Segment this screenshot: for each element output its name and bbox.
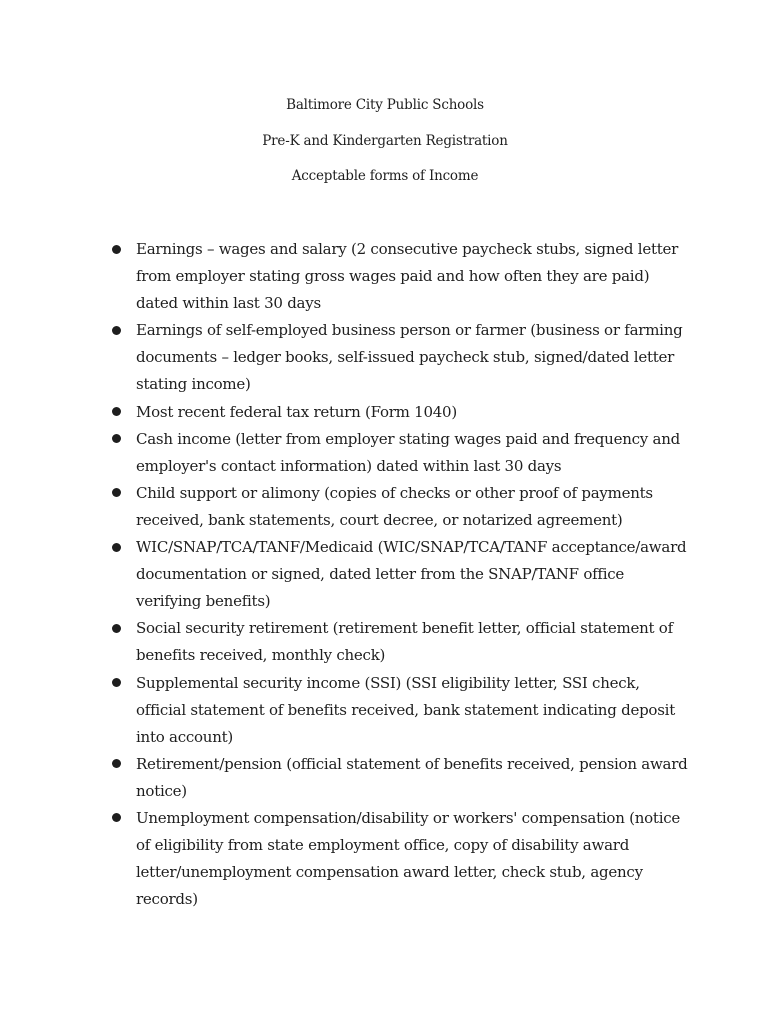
list-item-text: Child support or alimony (copies of checks or other proof of payments received, bank statements, court decree, or notarized agreement) [136, 483, 653, 529]
district-title: Baltimore City Public Schools [286, 97, 484, 113]
list-item-text: Unemployment compensation/disability or workers' compensation (notice of eligibility from state employment office, copy of disability award letter/unemployment compensation award letter, check stub, agency records) [136, 808, 681, 909]
list-item-text: Supplemental security income (SSI) (SSI eligibility letter, SSI check, official statement of benefits received, bank statement indicating deposit into account) [136, 673, 675, 746]
bullet-icon [112, 624, 121, 633]
program-title: Pre-K and Kindergarten Registration [262, 132, 508, 149]
list-item-text: Earnings – wages and salary (2 consecutive paycheck stubs, signed letter from employer stating gross wages paid and how often they are paid) dated within last 30 days [136, 240, 679, 313]
bullet-icon [112, 488, 121, 497]
list-item [112, 236, 692, 317]
bullet-icon [112, 245, 121, 254]
list-item [112, 399, 692, 426]
list-item [112, 670, 692, 751]
list-item-text: WIC/SNAP/TCA/TANF/Medicaid (WIC/SNAP/TCA/TANF acceptance/award documentation or signed, dated letter from the SNAP/TANF office verifying benefits) [136, 538, 687, 611]
list-item-text: Earnings of self-employed business person or farmer (business or farming documents – ledger books, self-issued paycheck stub, signed/dated letter stating income) [136, 321, 683, 394]
list-item-text: Social security retirement (retirement benefit letter, official statement of benefits received, monthly check) [136, 619, 673, 665]
bullet-icon [112, 543, 121, 552]
bullet-icon [112, 434, 121, 443]
list-item-text: Retirement/pension (official statement of benefits received, pension award notice) [136, 754, 688, 800]
income-forms-list [112, 236, 692, 913]
bullet-icon [112, 678, 121, 687]
list-item [112, 805, 692, 913]
list-item [112, 615, 692, 669]
list-item [112, 534, 692, 615]
bullet-icon [112, 759, 121, 768]
list-item [112, 317, 692, 398]
list-item-text: Most recent federal tax return (Form 1040) [136, 402, 457, 421]
document-header [0, 95, 770, 202]
bullet-icon [112, 813, 121, 822]
bullet-icon [112, 326, 121, 335]
subject-title: Acceptable forms of Income [291, 168, 479, 184]
bullet-icon [112, 407, 121, 416]
list-item [112, 426, 692, 480]
list-item-text: Cash income (letter from employer stating wages paid and frequency and employer's contact information) dated within last 30 days [136, 429, 680, 475]
list-item [112, 751, 692, 805]
list-item [112, 480, 692, 534]
